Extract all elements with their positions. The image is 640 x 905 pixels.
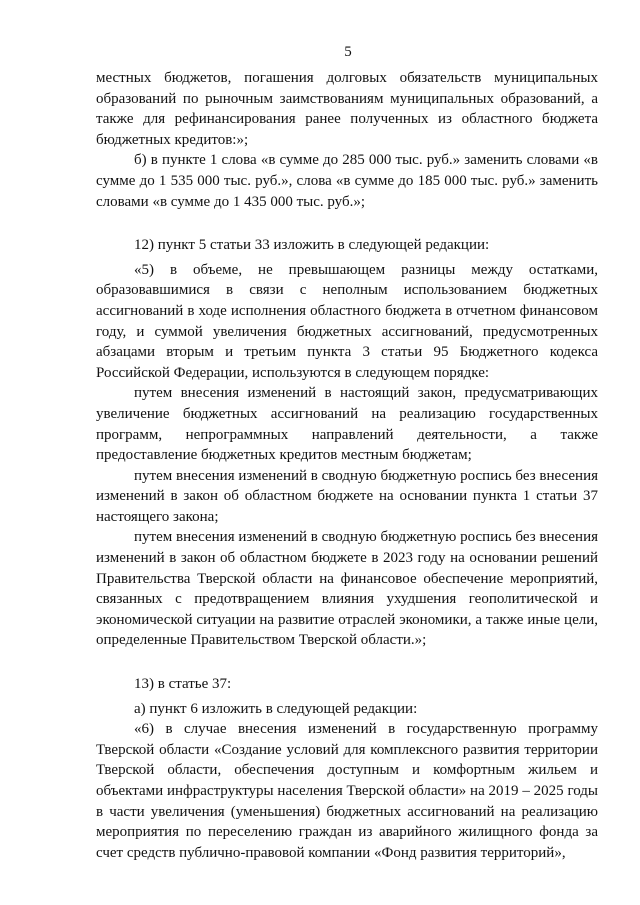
document-body	[96, 68, 598, 863]
paragraph-continuation: местных бюджетов, погашения долговых обязательств муниципальных образований по рыночным заимствованиям муниципальных образований, а также для рефинансирования ранее полученных из областного бюджета бюджетных кредитов:»;	[96, 70, 598, 148]
paragraph-method-2: путем внесения изменений в сводную бюджетную роспись без внесения изменений в закон об областном бюджете на основании пункта 1 статьи 37 настоящего закона;	[96, 467, 598, 525]
spacer	[96, 651, 598, 674]
paragraph-clause-5: «5) в объеме, не превышающем разницы между остатками, образовавшимися в связи с неполным использованием бюджетных ассигнований в ходе исполнения областного бюджета в отчетном финансовом году, и суммой увеличения бюджетных ассигнований, предусмотренных абзацами вторым и третьим пункта 3 статьи 95 Бюджетного кодекса Российской Федерации, используются в следующем порядке:	[96, 261, 598, 381]
spacer	[96, 212, 598, 235]
paragraph-clause-6: «6) в случае внесения изменений в государственную программу Тверской области «Создание условий для комплексного развития территории Тверской области, обеспечения доступным и комфортным жильем и объектами инфраструктуры населения Тверской области» на 2019 – 2025 годы в части увеличения (уменьшения) бюджетных ассигнований на реализацию мероприятия по переселению граждан из аварийного жилищного фонда за счет средств публично-правовой компании «Фонд развития территорий»,	[96, 721, 598, 861]
page-number: 5	[344, 44, 352, 60]
paragraph-item-13: 13) в статье 37:	[134, 676, 232, 693]
paragraph-method-3: путем внесения изменений в сводную бюджетную роспись без внесения изменений в закон об областном бюджете в 2023 году на основании решений Правительства Тверской области на финансовое обеспечение мероприятий, связанных с предотвращением влияния ухудшения геополитической и экономической ситуации на развитие отраслей экономики, а также иные цели, определенные Правительством Тверской области.»;	[96, 529, 598, 649]
paragraph-item-a: а) пункт 6 изложить в следующей редакции:	[134, 700, 418, 717]
paragraph-item-b: б) в пункте 1 слова «в сумме до 285 000 тыс. руб.» заменить словами «в сумме до 1 535 000 тыс. руб.», слова «в сумме до 185 000 тыс. руб.» заменить словами «в сумме до 1 435 000 тыс. руб.»;	[96, 152, 598, 210]
paragraph-item-12: 12) пункт 5 статьи 33 изложить в следующей редакции:	[134, 237, 490, 254]
paragraph-method-1: путем внесения изменений в настоящий закон, предусматривающих увеличение бюджетных ассигнований на реализацию государственных программ, непрограммных направлений деятельности, а также предоставление бюджетных кредитов местным бюджетам;	[96, 385, 598, 464]
